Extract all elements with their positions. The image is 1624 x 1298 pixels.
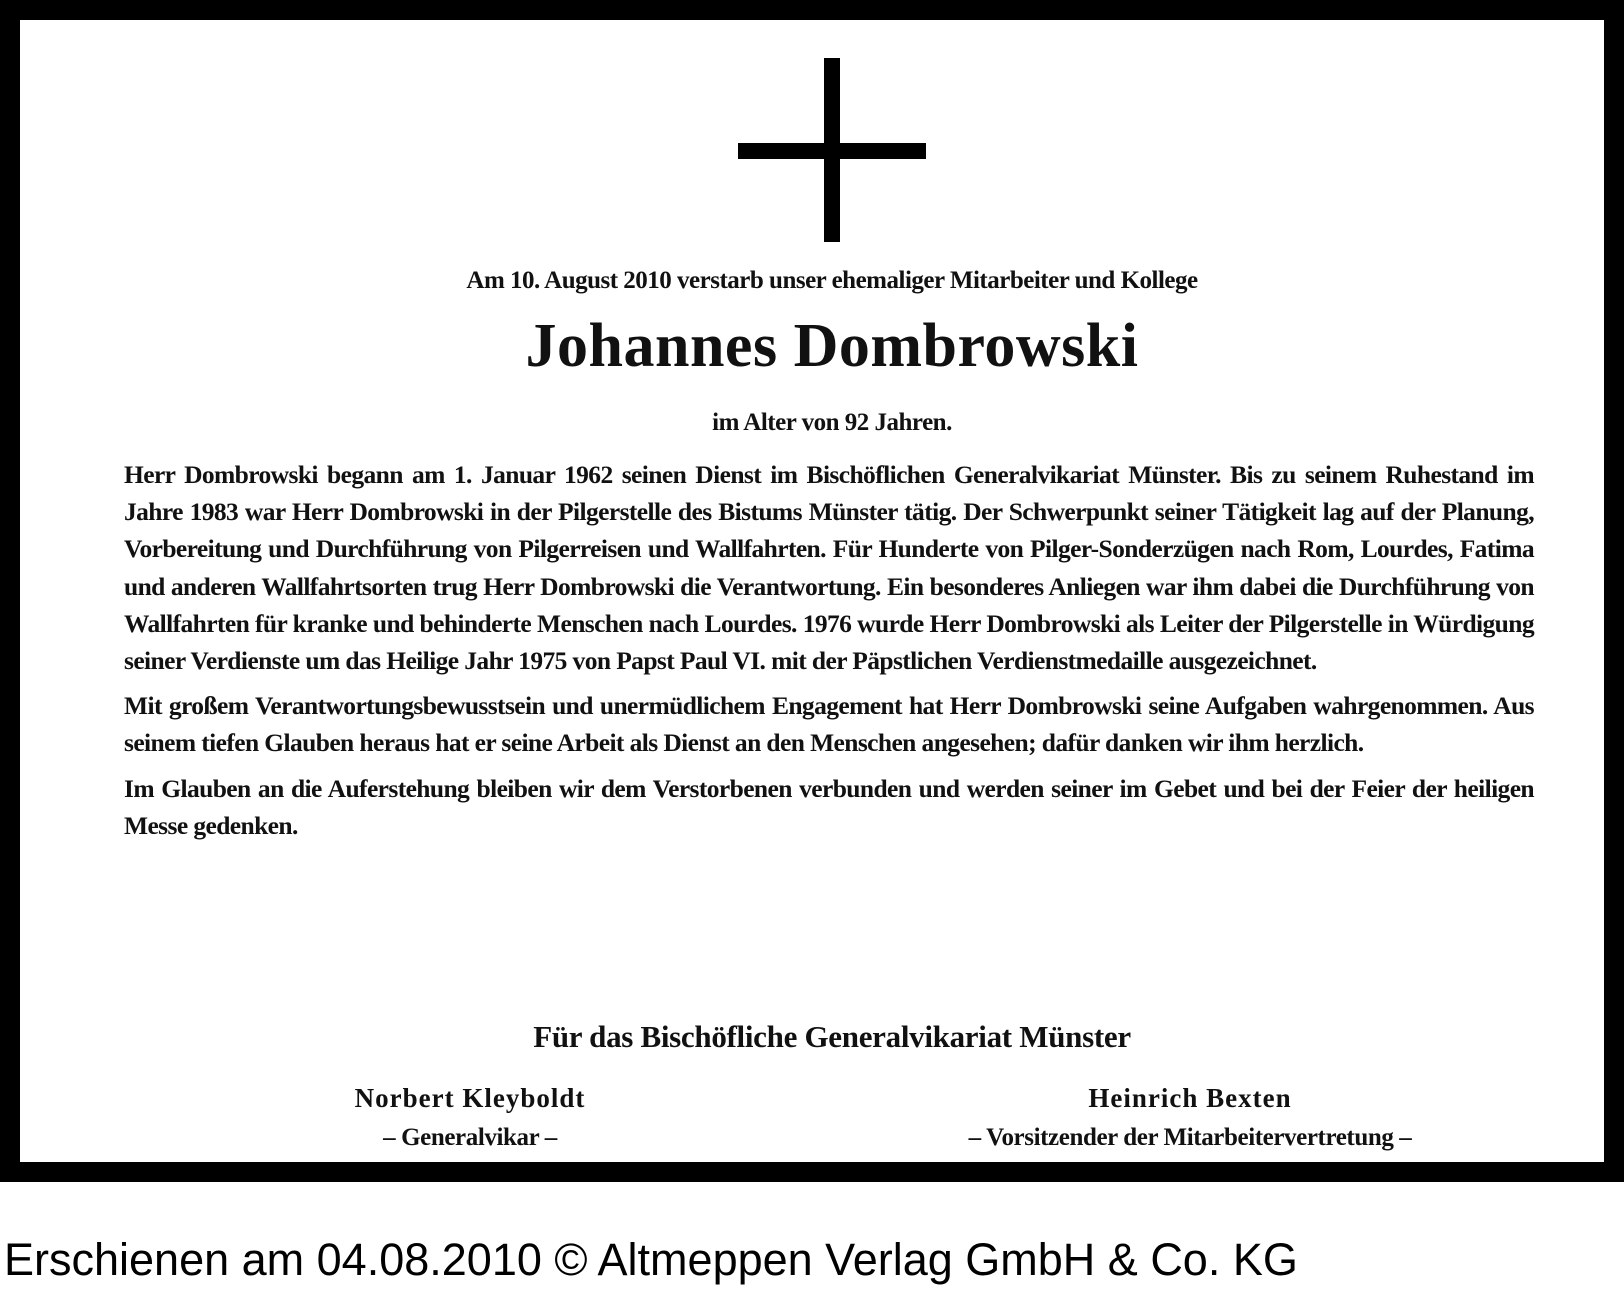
signer-role: – Vorsitzender der Mitarbeitervertretung – (968, 1124, 1412, 1151)
signoff-line: Für das Bischöfliche Generalvikariat Münster (533, 1019, 1131, 1054)
paragraph-remembrance: Im Glauben an die Auferstehung bleiben wir dem Verstorbenen verbunden und werden seiner im Gebet und bei der Feier der heiligen Messe gedenken. (124, 773, 1534, 840)
cross-horizontal-bar (738, 143, 926, 159)
deceased-name: Johannes Dombrowski (525, 312, 1139, 380)
signer-role: – Generalvikar – (383, 1124, 557, 1151)
paragraph-career: Herr Dombrowski begann am 1. Januar 1962 seinen Dienst im Bischöflichen Generalvikariat Münster. Bis zu seinem Ruhestand im Jahre 1983 war Herr Dombrowski in der Pilgerstelle des Bistums Münster tätig. Der Schwerpunkt seiner Tätigkeit lag auf der Planung, Vorbereitung und Durchführung von Pilgerreisen und Wallfahrten. Für Hunderte von Pilger-Sonderzügen nach Rom, Lourdes, Fatima und anderen Wallfahrtsorten trug Herr Dombrowski die Verantwortung. Ein besonderes Anliegen war ihm dabei die Durchführung von Wallfahrten für kranke und behinderte Menschen nach Lourdes. 1976 wurde Herr Dombrowski als Leiter der Pilgerstelle in Würdigung seiner Verdienste um das Heilige Jahr 1975 von Papst Paul VI. mit der Päpstlichen Verdienstmedaille ausgezeichnet. (124, 460, 1534, 676)
signer-right (860, 1078, 1520, 1158)
publication-credit: Erschienen am 04.08.2010 © Altmeppen Verlag GmbH & Co. KG (4, 1234, 1298, 1285)
signer-name: Heinrich Bexten (1088, 1083, 1292, 1113)
obituary-body (124, 456, 1534, 852)
paragraph-gratitude: Mit großem Verantwortungsbewusstsein und unermüdlichem Engagement hat Herr Dombrowski seine Aufgaben wahrgenommen. Aus seinem tiefen Glauben heraus hat er seine Arbeit als Dienst an den Menschen angesehen; dafür danken wir ihm herzlich. (124, 691, 1534, 758)
signer-name: Norbert Kleyboldt (354, 1083, 586, 1113)
cross-icon (738, 58, 926, 242)
intro-line: Am 10. August 2010 verstarb unser ehemaliger Mitarbeiter und Kollege (466, 267, 1198, 294)
signer-left (270, 1078, 670, 1158)
age-line: im Alter von 92 Jahren. (712, 409, 952, 436)
